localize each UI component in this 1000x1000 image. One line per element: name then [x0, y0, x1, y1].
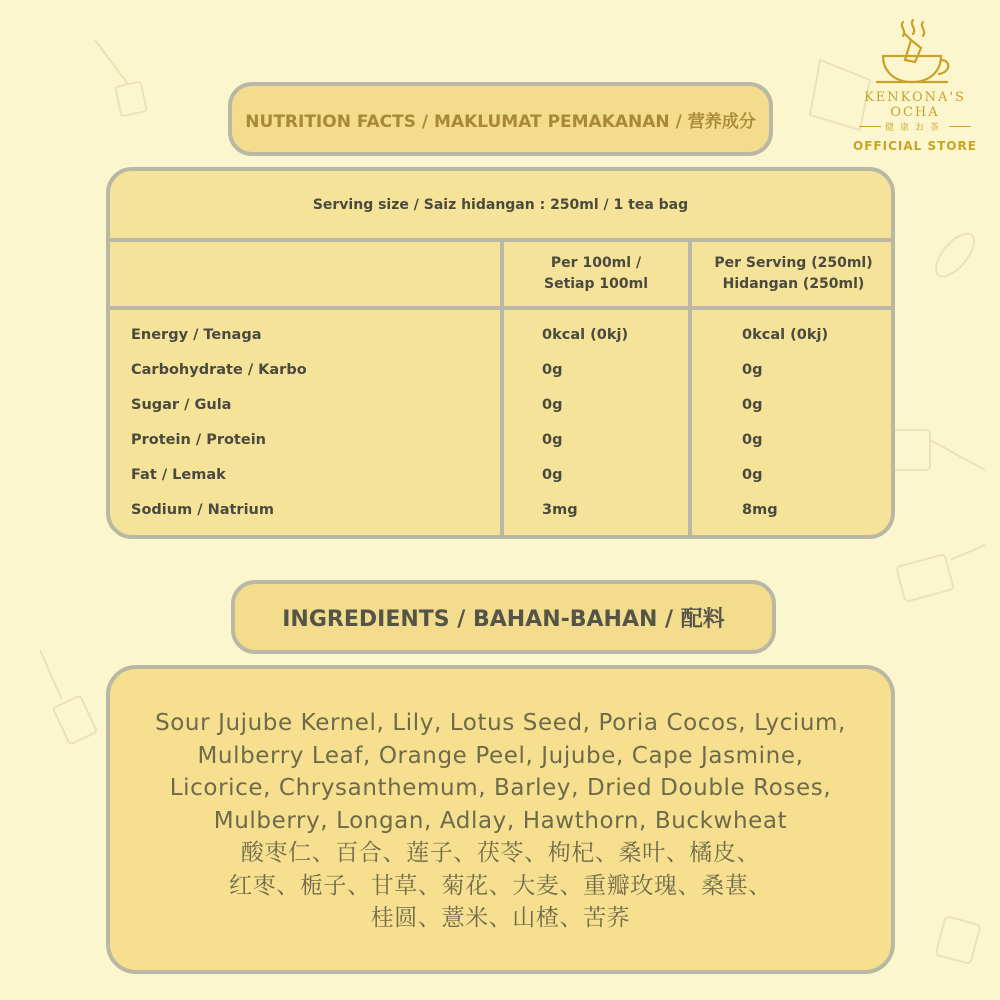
table-row — [110, 423, 891, 458]
column-header-per-100ml: Per 100ml / Setiap 100ml — [543, 255, 649, 292]
brand-subtitle — [840, 120, 990, 133]
per-serving-value: 8mg — [742, 502, 778, 518]
brand-name: KENKONA'S OCHA — [864, 90, 966, 120]
nutrient-label: Energy / Tenaga — [131, 327, 262, 343]
nutrient-label: Carbohydrate / Karbo — [131, 362, 307, 378]
table-row — [110, 493, 891, 528]
column-header-per-serving: Per Serving (250ml) Hidangan (250ml) — [714, 255, 873, 292]
nutrient-label: Sugar / Gula — [131, 397, 232, 413]
teacup-icon — [873, 18, 957, 88]
per-100ml-value: 0g — [542, 432, 563, 448]
ingredients-title: INGREDIENTS / BAHAN-BAHAN / 配料 — [231, 580, 776, 654]
per-serving-value: 0kcal (0kj) — [742, 327, 829, 343]
nutrient-label: Sodium / Natrium — [131, 502, 274, 518]
per-serving-value: 0g — [742, 397, 763, 413]
nutrition-table — [106, 167, 895, 539]
brand-logo — [840, 18, 990, 153]
per-100ml-value: 0g — [542, 467, 563, 483]
table-row — [110, 458, 891, 493]
ingredients-line: Mulberry, Longan, Adlay, Hawthorn, Buckwheat — [213, 807, 788, 834]
nutrient-label: Fat / Lemak — [131, 467, 226, 483]
ingredients-line: Licorice, Chrysanthemum, Barley, Dried Double Roses, — [169, 775, 832, 801]
table-row — [110, 318, 891, 353]
per-100ml-value: 0g — [542, 397, 563, 413]
ingredients-line-cjk: 红枣、栀子、甘草、菊花、大麦、重瓣玫瑰、桑葚、 — [229, 872, 772, 899]
table-row — [110, 353, 891, 388]
ingredients-line-cjk: 桂圆、薏米、山楂、苦荞 — [370, 905, 631, 931]
ingredients-list — [106, 665, 895, 974]
per-100ml-value: 3mg — [542, 502, 578, 518]
nutrient-label: Protein / Protein — [131, 432, 266, 448]
brand-name-cjk: 健康お茶 — [884, 123, 945, 133]
per-serving-value: 0g — [742, 432, 763, 448]
nutrition-facts-title: NUTRITION FACTS / MAKLUMAT PEMAKANAN / 营养成分 — [228, 82, 773, 156]
ingredients-line: Mulberry Leaf, Orange Peel, Jujube, Cape Jasmine, — [197, 742, 804, 769]
per-100ml-value: 0kcal (0kj) — [542, 327, 629, 343]
ingredients-line-cjk: 酸枣仁、百合、莲子、茯苓、枸杞、桑叶、橘皮、 — [240, 840, 761, 866]
per-100ml-value: 0g — [542, 362, 563, 378]
per-serving-value: 0g — [742, 362, 763, 378]
table-row — [110, 388, 891, 423]
per-serving-value: 0g — [742, 467, 763, 483]
official-store-label: OFFICIAL STORE — [853, 139, 977, 153]
serving-size: Serving size / Saiz hidangan : 250ml / 1 tea bag — [312, 196, 689, 213]
ingredients-line: Sour Jujube Kernel, Lily, Lotus Seed, Poria Cocos, Lycium, — [155, 710, 846, 736]
